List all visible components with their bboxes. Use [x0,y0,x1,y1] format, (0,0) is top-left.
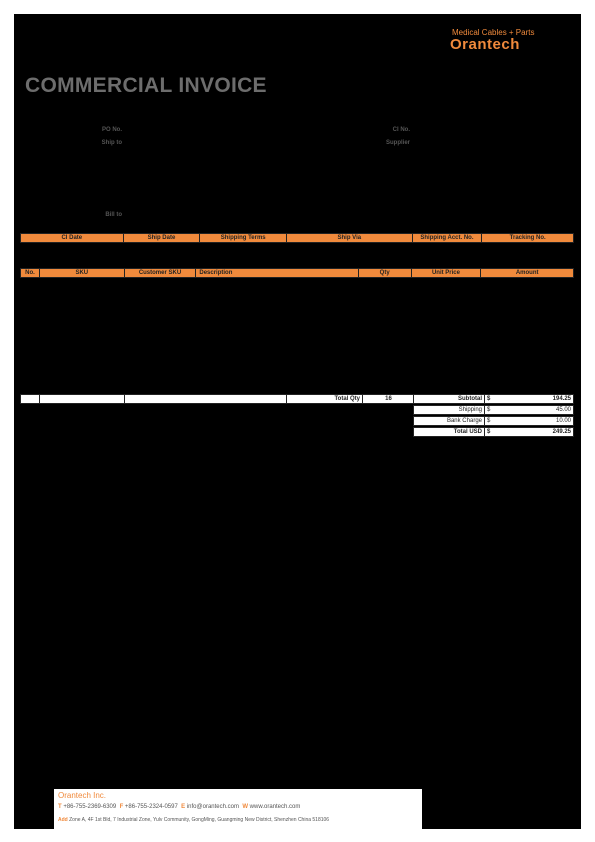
header-ci-date: CI Date [21,234,124,242]
footer-contact-line [58,804,300,810]
total-usd-value: 249.25 [552,429,571,435]
total-qty-label: Total Qty [286,394,363,404]
email-label: E [181,804,186,810]
shipping-value: 45.00 [555,407,571,413]
subtotal-label: Subtotal [414,395,485,403]
currency-symbol: $ [487,396,491,402]
web-label: W [242,804,248,810]
footer-company: Orantech Inc. [58,791,107,800]
orantech-logo: Orantech [450,36,520,53]
logo-tagline: Medical Cables + Parts [452,28,535,37]
bank-charge-value: 10.00 [555,418,571,424]
shipping-header-bar [20,233,574,243]
subtotal-value: 194.25 [552,396,571,402]
shipping-row [413,405,574,415]
page-title: COMMERCIAL INVOICE [25,74,267,97]
ship-to-label: Ship to [101,140,122,146]
subtotal-row [413,394,574,404]
total-qty-value: 16 [362,394,415,404]
header-no: No. [21,269,40,277]
web-link[interactable]: www.orantech.com [249,804,301,810]
ci-label: CI No. [392,127,410,133]
blank-cell [20,394,40,404]
currency-symbol: $ [487,429,491,435]
header-shipping-terms: Shipping Terms [200,234,287,242]
header-tracking-no: Tracking No. [509,235,546,241]
footer [54,789,422,829]
total-usd-label: Total USD [414,428,485,436]
header-qty: Qty [359,269,412,277]
bank-charge-row [413,416,574,426]
currency-symbol: $ [487,407,491,413]
header-shipping-acct: Shipping Acct. No. [413,234,483,242]
footer-address-line [58,817,329,823]
fax-number: +86-755-2324-0597 [124,804,178,810]
blank-cell [39,394,125,404]
total-usd-row [413,427,574,437]
po-label: PO No. [101,127,122,133]
blank-cell [124,394,287,404]
bank-charge-label: Bank Charge [414,417,485,425]
header-sku: SKU [40,269,125,277]
phone-label: T [58,804,62,810]
header-customer-sku: Customer SKU [125,269,197,277]
email-link[interactable]: info@orantech.com [186,804,239,810]
phone-number: +86-755-2369-6309 [63,804,117,810]
header-ship-via: Ship Via [287,234,413,242]
address-text: Zone A, 4F 1st Bld, 7 Industrial Zone, Yulv Community, GongMing, Guangming New District, Shenzhen China 518106 [69,817,330,823]
currency-symbol: $ [487,418,491,424]
address-label: Add [58,817,68,823]
header-ship-date: Ship Date [124,234,201,242]
items-header-bar [20,268,574,278]
supplier-label: Supplier [385,140,410,146]
header-description: Description [196,269,358,277]
shipping-label: Shipping [414,406,485,414]
header-amount: Amount [515,270,539,276]
bill-to-label: Bill to [105,212,122,218]
header-unit-price: Unit Price [412,269,482,277]
fax-label: F [119,804,124,810]
